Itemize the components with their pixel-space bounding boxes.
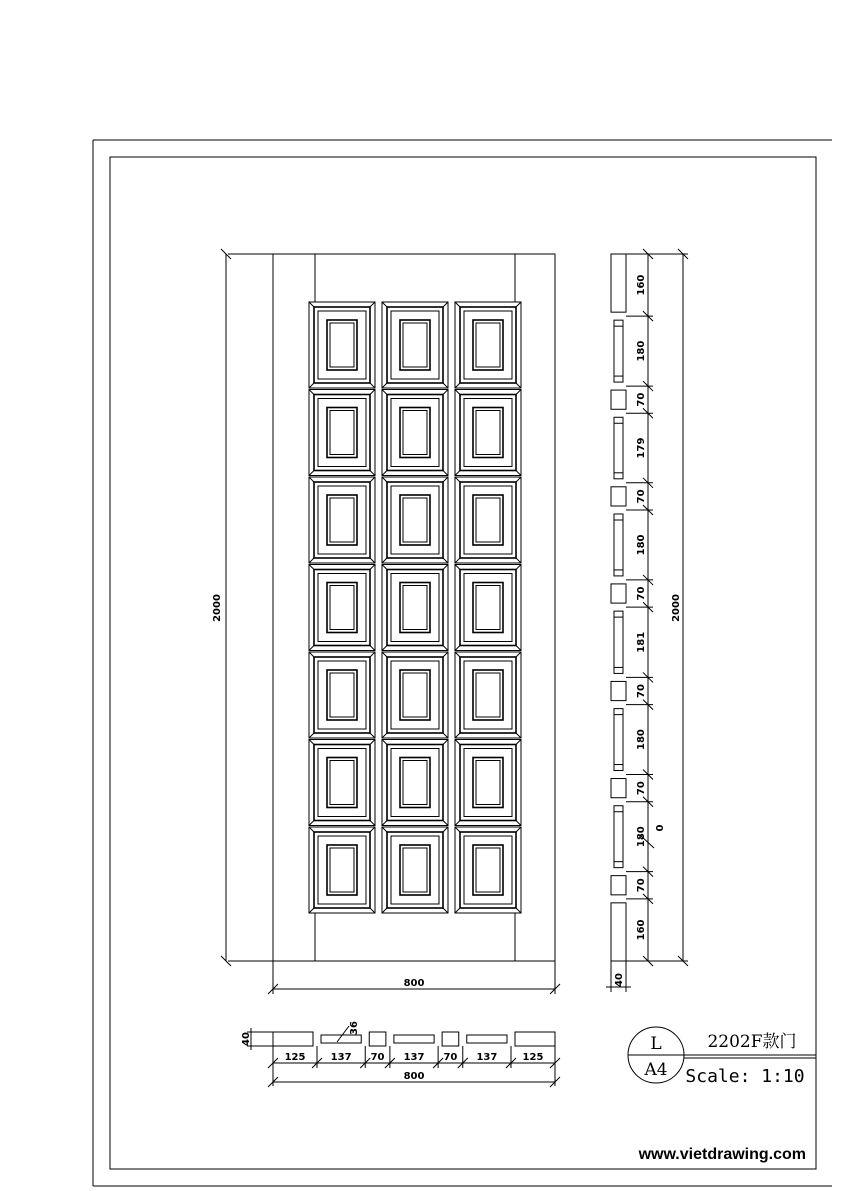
panel-bevel bbox=[382, 646, 387, 651]
website-watermark: www.vietdrawing.com bbox=[638, 1146, 806, 1163]
panel-field bbox=[464, 749, 512, 817]
panel-inset-inner bbox=[403, 586, 427, 630]
panel-bevel bbox=[443, 471, 448, 476]
panel-bevel bbox=[443, 477, 448, 482]
panel-bevel bbox=[370, 558, 375, 563]
side-segment-label: 180 bbox=[636, 826, 647, 848]
panel-field bbox=[464, 399, 512, 467]
panel-bevel bbox=[516, 733, 521, 738]
plan-panel-section bbox=[467, 1035, 507, 1043]
panel-bevel bbox=[309, 477, 314, 482]
panel-inset bbox=[327, 495, 357, 545]
front-view bbox=[212, 249, 560, 994]
panel-bevel bbox=[455, 390, 460, 395]
panel-outer bbox=[309, 565, 375, 651]
panel-outer bbox=[455, 390, 521, 476]
panel-bevel bbox=[516, 477, 521, 482]
panel-inset-inner bbox=[330, 848, 354, 892]
panel-bevel bbox=[370, 652, 375, 657]
panel-field bbox=[318, 399, 366, 467]
panel-outer bbox=[309, 390, 375, 476]
side-panel-section bbox=[614, 417, 623, 479]
side-panel-section bbox=[614, 514, 623, 576]
panel-field bbox=[464, 486, 512, 554]
panel-inset-inner bbox=[330, 673, 354, 717]
panel-outer bbox=[455, 740, 521, 826]
side-segment-label: 179 bbox=[636, 437, 647, 459]
side-segment-label: 160 bbox=[636, 919, 647, 941]
side-height-label: 2000 bbox=[671, 594, 682, 622]
panel-bevel bbox=[309, 733, 314, 738]
side-segment-label: 180 bbox=[636, 534, 647, 556]
plan-stile-section bbox=[515, 1032, 555, 1046]
panel-bevel bbox=[309, 383, 314, 388]
panel-field bbox=[391, 661, 439, 729]
panel-inset bbox=[473, 495, 503, 545]
panel-bevel bbox=[309, 302, 314, 307]
panel-frame bbox=[460, 395, 516, 471]
panel-field bbox=[391, 399, 439, 467]
plan-segment-label: 137 bbox=[403, 1052, 425, 1063]
panel-frame bbox=[387, 307, 443, 383]
panel-inset-inner bbox=[403, 848, 427, 892]
front-height-label: 2000 bbox=[212, 594, 223, 622]
panel-bevel bbox=[382, 908, 387, 913]
side-rail-section bbox=[611, 903, 626, 961]
panel-inset-inner bbox=[476, 848, 500, 892]
panel-field bbox=[318, 311, 366, 379]
panel-frame bbox=[314, 395, 370, 471]
panel-inset bbox=[327, 320, 357, 370]
panel-inset-inner bbox=[476, 761, 500, 805]
panel-frame bbox=[387, 657, 443, 733]
panel-bevel bbox=[516, 565, 521, 570]
panel-inset bbox=[473, 758, 503, 808]
panel-field bbox=[391, 574, 439, 642]
panel-inset bbox=[327, 845, 357, 895]
panel-field bbox=[318, 836, 366, 904]
panel-outer bbox=[382, 827, 448, 913]
side-segment-label: 180 bbox=[636, 729, 647, 751]
side-segment-label: 70 bbox=[636, 684, 647, 698]
panel-frame bbox=[387, 832, 443, 908]
door-outline bbox=[273, 254, 555, 961]
panel-outer bbox=[455, 477, 521, 563]
inner-border bbox=[110, 157, 816, 1169]
panel-bevel bbox=[309, 908, 314, 913]
panel-bevel bbox=[516, 390, 521, 395]
panel-bevel bbox=[443, 383, 448, 388]
panel-outer bbox=[382, 740, 448, 826]
panel-frame bbox=[387, 745, 443, 821]
panel-inset-inner bbox=[476, 411, 500, 455]
panel-outer bbox=[455, 302, 521, 388]
panel-frame bbox=[387, 395, 443, 471]
sheet-letter: L bbox=[650, 1034, 662, 1054]
panel-bevel bbox=[443, 908, 448, 913]
panel-outer bbox=[455, 652, 521, 738]
side-rail-section bbox=[611, 390, 626, 409]
panel-inset bbox=[400, 495, 430, 545]
plan-segment-label: 137 bbox=[330, 1052, 352, 1063]
side-profile bbox=[611, 254, 626, 961]
side-segment-label: 70 bbox=[636, 392, 647, 407]
panel-bevel bbox=[455, 740, 460, 745]
plan-segment-label: 125 bbox=[522, 1052, 544, 1063]
panel-inset bbox=[400, 670, 430, 720]
side-panel-section bbox=[614, 806, 623, 868]
title-block bbox=[628, 1027, 816, 1087]
plan-profile bbox=[273, 1032, 555, 1046]
panel-frame bbox=[314, 482, 370, 558]
panel-bevel bbox=[516, 740, 521, 745]
panel-inset bbox=[473, 408, 503, 458]
side-panel-section bbox=[614, 709, 623, 771]
panel-outer bbox=[455, 827, 521, 913]
panel-inset bbox=[400, 320, 430, 370]
panel-bevel bbox=[516, 821, 521, 826]
panel-frame bbox=[314, 570, 370, 646]
panel-outer bbox=[382, 652, 448, 738]
panel-bevel bbox=[443, 646, 448, 651]
panel-bevel bbox=[370, 733, 375, 738]
panel-bevel bbox=[516, 652, 521, 657]
panel-outer bbox=[309, 477, 375, 563]
front-width-label: 800 bbox=[403, 978, 425, 989]
side-rail-section bbox=[611, 681, 626, 700]
panel-bevel bbox=[455, 471, 460, 476]
panel-bevel bbox=[309, 652, 314, 657]
panel-inset bbox=[400, 845, 430, 895]
side-segment-label: 70 bbox=[636, 878, 647, 893]
panel-bevel bbox=[370, 477, 375, 482]
panel-inset bbox=[473, 583, 503, 633]
panel-inset-inner bbox=[403, 498, 427, 542]
model-title: 2202F款门 bbox=[707, 1032, 797, 1052]
panel-bevel bbox=[516, 471, 521, 476]
panel-inset-inner bbox=[476, 498, 500, 542]
panel-bevel bbox=[443, 821, 448, 826]
panel-inset bbox=[327, 408, 357, 458]
panel-bevel bbox=[370, 383, 375, 388]
panel-bevel bbox=[382, 733, 387, 738]
groove-leader bbox=[337, 1026, 349, 1042]
panel-frame bbox=[314, 657, 370, 733]
panel-bevel bbox=[382, 477, 387, 482]
panel-bevel bbox=[455, 652, 460, 657]
side-panel-section bbox=[614, 611, 623, 673]
panel-bevel bbox=[370, 646, 375, 651]
panel-outer bbox=[309, 302, 375, 388]
panel-field bbox=[391, 311, 439, 379]
panel-field bbox=[464, 574, 512, 642]
panel-inset-inner bbox=[476, 673, 500, 717]
groove-label: 36 bbox=[349, 1021, 360, 1035]
side-segment-label: 70 bbox=[636, 489, 647, 504]
panel-outer bbox=[382, 565, 448, 651]
panel-bevel bbox=[455, 477, 460, 482]
panel-bevel bbox=[516, 908, 521, 913]
plan-stile-section bbox=[273, 1032, 313, 1046]
panel-inset bbox=[473, 670, 503, 720]
panel-bevel bbox=[382, 383, 387, 388]
panel-bevel bbox=[382, 558, 387, 563]
panel-bevel bbox=[516, 827, 521, 832]
plan-segment-dims bbox=[268, 1046, 560, 1068]
panel-bevel bbox=[382, 821, 387, 826]
panel-frame bbox=[460, 570, 516, 646]
panel-inset-inner bbox=[403, 673, 427, 717]
panel-field bbox=[318, 574, 366, 642]
panel-bevel bbox=[455, 646, 460, 651]
panel-outer bbox=[382, 302, 448, 388]
plan-segment-label: 125 bbox=[284, 1052, 306, 1063]
panel-bevel bbox=[516, 383, 521, 388]
panel-bevel bbox=[443, 652, 448, 657]
panel-grid bbox=[309, 302, 521, 913]
panel-bevel bbox=[455, 558, 460, 563]
panel-bevel bbox=[382, 565, 387, 570]
side-segment-label: 70 bbox=[636, 586, 647, 601]
panel-field bbox=[318, 486, 366, 554]
panel-inset bbox=[327, 758, 357, 808]
panel-bevel bbox=[370, 821, 375, 826]
panel-inset-inner bbox=[330, 411, 354, 455]
panel-bevel bbox=[455, 821, 460, 826]
panel-bevel bbox=[443, 733, 448, 738]
panel-frame bbox=[314, 832, 370, 908]
side-rail-section bbox=[611, 876, 626, 895]
panel-outer bbox=[455, 565, 521, 651]
panel-inset-inner bbox=[403, 323, 427, 367]
panel-frame bbox=[314, 307, 370, 383]
side-rail-section bbox=[611, 779, 626, 798]
panel-bevel bbox=[455, 383, 460, 388]
panel-inset-inner bbox=[403, 761, 427, 805]
panel-bevel bbox=[455, 302, 460, 307]
panel-inset bbox=[400, 408, 430, 458]
side-rail-section bbox=[611, 584, 626, 603]
panel-outer bbox=[309, 740, 375, 826]
angle-label: 0 bbox=[655, 824, 666, 832]
panel-bevel bbox=[309, 471, 314, 476]
panel-bevel bbox=[443, 740, 448, 745]
panel-bevel bbox=[309, 646, 314, 651]
panel-bevel bbox=[309, 740, 314, 745]
plan-view bbox=[241, 1021, 560, 1087]
side-segment-dims bbox=[626, 249, 653, 966]
panel-inset-inner bbox=[330, 323, 354, 367]
panel-bevel bbox=[370, 908, 375, 913]
panel-bevel bbox=[370, 302, 375, 307]
panel-field bbox=[464, 311, 512, 379]
panel-inset bbox=[473, 845, 503, 895]
panel-bevel bbox=[455, 733, 460, 738]
panel-bevel bbox=[443, 565, 448, 570]
panel-field bbox=[391, 486, 439, 554]
panel-frame bbox=[387, 482, 443, 558]
panel-bevel bbox=[382, 652, 387, 657]
panel-bevel bbox=[443, 827, 448, 832]
panel-bevel bbox=[370, 565, 375, 570]
panel-outer bbox=[309, 827, 375, 913]
panel-frame bbox=[460, 307, 516, 383]
plan-segment-label: 70 bbox=[443, 1052, 458, 1063]
sheet-size: A4 bbox=[644, 1060, 668, 1080]
side-view bbox=[606, 249, 688, 992]
panel-bevel bbox=[382, 740, 387, 745]
panel-field bbox=[318, 749, 366, 817]
panel-inset bbox=[400, 758, 430, 808]
panel-outer bbox=[309, 652, 375, 738]
panel-inset-inner bbox=[330, 761, 354, 805]
panel-outer bbox=[382, 477, 448, 563]
panel-bevel bbox=[382, 827, 387, 832]
panel-bevel bbox=[309, 821, 314, 826]
panel-bevel bbox=[382, 302, 387, 307]
panel-inset-inner bbox=[330, 586, 354, 630]
panel-inset-inner bbox=[330, 498, 354, 542]
side-rail-section bbox=[611, 254, 626, 312]
panel-field bbox=[391, 749, 439, 817]
panel-frame bbox=[460, 745, 516, 821]
panel-bevel bbox=[516, 302, 521, 307]
side-thickness-label: 40 bbox=[614, 973, 625, 987]
panel-inset bbox=[473, 320, 503, 370]
panel-bevel bbox=[443, 390, 448, 395]
panel-inset-inner bbox=[403, 411, 427, 455]
panel-inset-inner bbox=[476, 323, 500, 367]
panel-bevel bbox=[370, 390, 375, 395]
panel-bevel bbox=[455, 565, 460, 570]
panel-bevel bbox=[309, 565, 314, 570]
panel-inset bbox=[327, 583, 357, 633]
panel-inset bbox=[400, 583, 430, 633]
plan-segment-label: 70 bbox=[370, 1052, 385, 1063]
panel-bevel bbox=[309, 558, 314, 563]
panel-bevel bbox=[455, 827, 460, 832]
panel-bevel bbox=[309, 827, 314, 832]
plan-stile-section bbox=[369, 1032, 386, 1046]
plan-segment-label: 137 bbox=[476, 1052, 498, 1063]
side-rail-section bbox=[611, 487, 626, 506]
panel-bevel bbox=[370, 827, 375, 832]
plan-panel-section bbox=[394, 1035, 434, 1043]
side-segment-label: 180 bbox=[636, 340, 647, 362]
panel-bevel bbox=[309, 390, 314, 395]
panel-field bbox=[464, 661, 512, 729]
panel-inset bbox=[327, 670, 357, 720]
panel-frame bbox=[460, 832, 516, 908]
panel-frame bbox=[460, 482, 516, 558]
panel-bevel bbox=[443, 302, 448, 307]
panel-bevel bbox=[382, 471, 387, 476]
panel-outer bbox=[382, 390, 448, 476]
panel-field bbox=[318, 661, 366, 729]
panel-bevel bbox=[516, 558, 521, 563]
plan-stile-section bbox=[442, 1032, 459, 1046]
panel-bevel bbox=[382, 390, 387, 395]
panel-frame bbox=[460, 657, 516, 733]
plan-thickness-label: 40 bbox=[241, 1032, 252, 1046]
panel-bevel bbox=[370, 740, 375, 745]
side-segment-label: 160 bbox=[636, 274, 647, 296]
panel-frame bbox=[314, 745, 370, 821]
panel-bevel bbox=[443, 558, 448, 563]
side-panel-section bbox=[614, 320, 623, 382]
panel-frame bbox=[387, 570, 443, 646]
panel-bevel bbox=[370, 471, 375, 476]
panel-bevel bbox=[516, 646, 521, 651]
plan-total-label: 800 bbox=[403, 1071, 425, 1082]
side-segment-label: 181 bbox=[636, 631, 647, 653]
panel-bevel bbox=[455, 908, 460, 913]
panel-field bbox=[391, 836, 439, 904]
panel-field bbox=[464, 836, 512, 904]
panel-inset-inner bbox=[476, 586, 500, 630]
side-segment-label: 70 bbox=[636, 781, 647, 796]
scale-label: Scale: 1:10 bbox=[685, 1066, 805, 1087]
